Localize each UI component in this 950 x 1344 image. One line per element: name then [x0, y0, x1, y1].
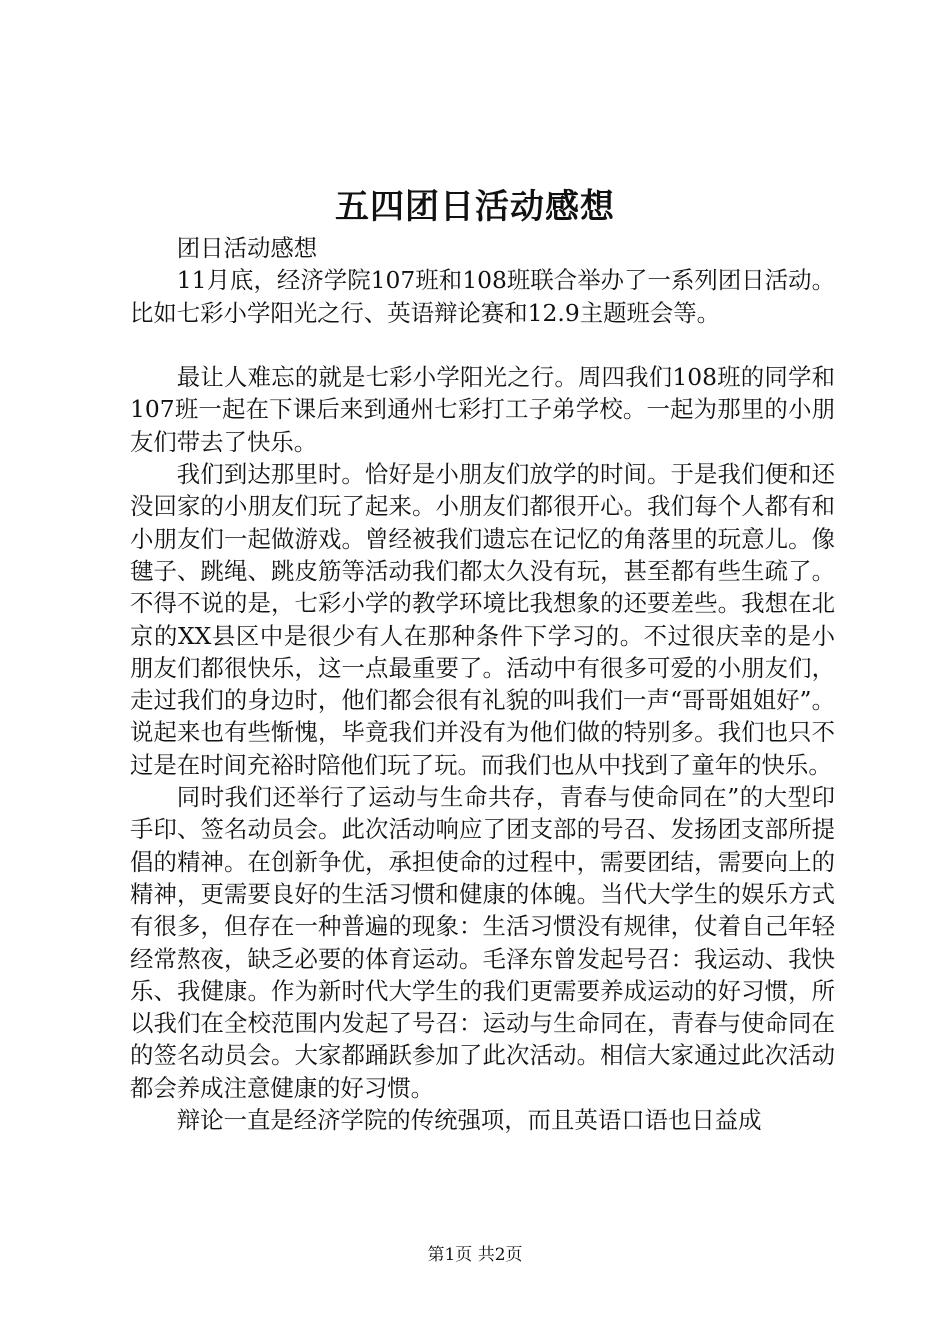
- document-title: 五四团日活动感想: [335, 187, 615, 227]
- paragraph-debate: 辩论一直是经济学院的传统强项，而且英语口语也日益成: [176, 1106, 762, 1135]
- paragraph-spacer: [130, 329, 835, 361]
- paragraph-intro: 11月底，经济学院107班和108班联合举办了一系列团日活动。比如七彩小学阳光之行、英语辩论赛和12.9主题班会等。: [130, 266, 835, 327]
- paragraph-playing-with-children: 我们到达那里时。恰好是小朋友们放学的时间。于是我们便和还没回家的小朋友们玩了起来。小朋友们都很开心。我们每个人都有和小朋友们一起做游戏。曾经被我们遗忘在记忆的角落里的玩意儿。像毽子、跳绳、跳皮筋等活动我们都太久没有玩，甚至都有些生疏了。不得不说的是，七彩小学的教学环境比我想象的还要差些。我想在北京的XX县区中是很少有人在那种条件下学习的。不过很庆幸的是小朋友们都很快乐，这一点最重要了。活动中有很多可爱的小朋友们，走过我们的身边时，他们都会很有礼貌的叫我们一声“哥哥姐姐好”。说起来也有些惭愧，毕竟我们并没有为他们做的特别多。我们也只不过是在时间充裕时陪他们玩了玩。而我们也从中找到了童年的快乐。: [130, 460, 835, 779]
- page-footer: 第1页 共2页: [427, 1245, 523, 1265]
- paragraph-signature-rally: 同时我们还举行了运动与生命共存，青春与使命同在”的大型印手印、签名动员会。此次活动响应了团支部的号召、发扬团支部所提倡的精神。在创新争优，承担使命的过程中，需要团结，需要向上的精神，更需要良好的生活习惯和健康的体魄。当代大学生的娱乐方式有很多，但存在一种普遍的现象：生活习惯没有规律，仗着自己年轻经常熬夜，缺乏必要的体育运动。毛泽东曾发起号召：我运动、我快乐、我健康。作为新时代大学生的我们更需要养成运动的好习惯，所以我们在全校范围内发起了号召：运动与生命同在，青春与使命同在的签名动员会。大家都踊跃参加了此次活动。相信大家通过此次活动都会养成注意健康的好习惯。: [130, 783, 835, 1102]
- paragraph-sunshine-trip: 最让人难忘的就是七彩小学阳光之行。周四我们108班的同学和107班一起在下课后来到通州七彩打工子弟学校。一起为那里的小朋友们带去了快乐。: [130, 363, 835, 456]
- document-body: [130, 232, 835, 1136]
- paragraph-subtitle: 团日活动感想: [176, 234, 318, 262]
